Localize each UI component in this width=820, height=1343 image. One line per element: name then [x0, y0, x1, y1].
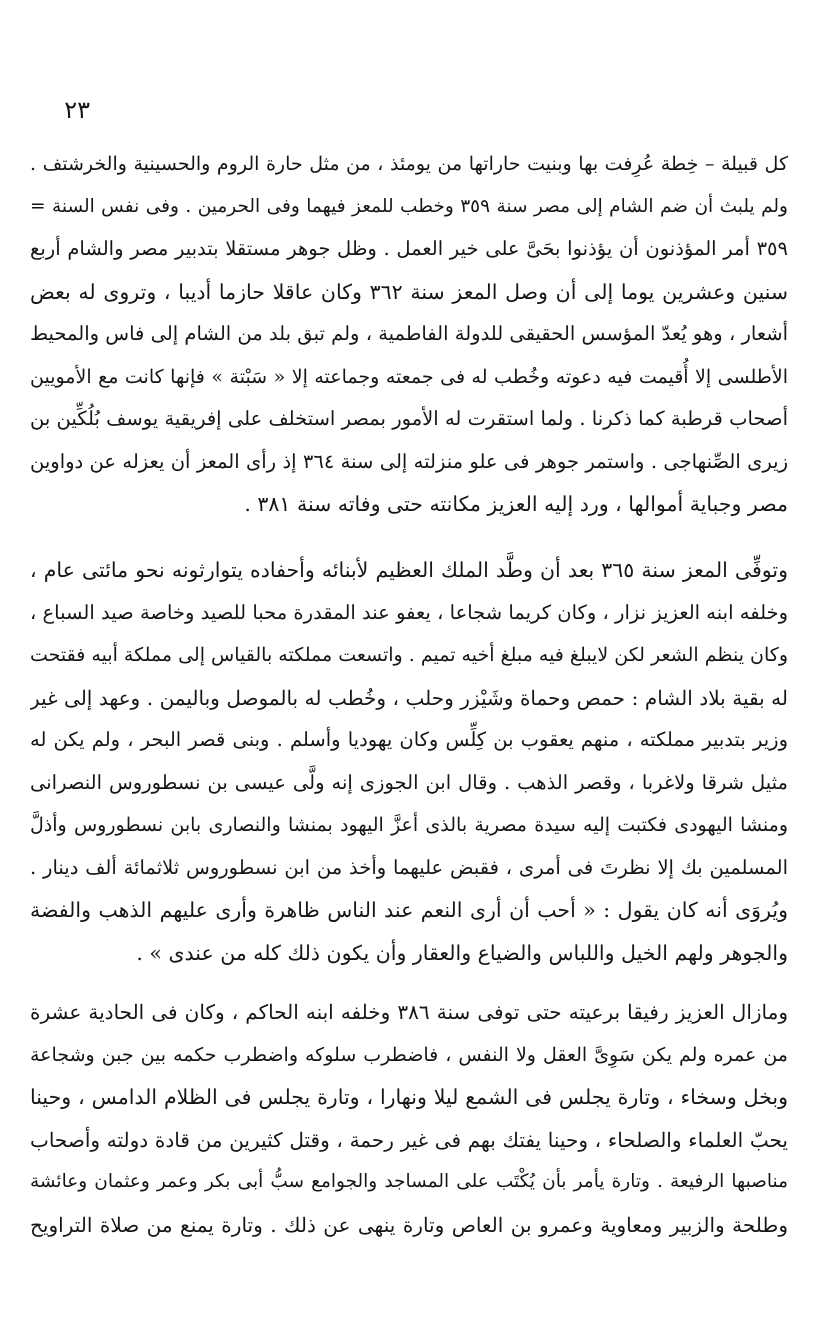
text-line: أشعار ، وهو يُعدّ المؤسس الحقيقى للدولة الفاطمية ، ولم تبق بلد من الشام إلى فاس والمحيط [30, 322, 788, 345]
text-line: ٣٥٩ أمر المؤذنون أن يؤذنوا بحَىَّ على خير العمل . وظل جوهر مستقلا بتدبير مصر والشام أربع [30, 237, 788, 260]
paragraph-3 [30, 991, 788, 1246]
text-line: يحبّ العلماء والصلحاء ، وحينا يفتك بهم فى غير رحمة ، وقتل كثيرين من قادة دولته وأصحاب [30, 1127, 788, 1152]
paragraph-1 [30, 143, 788, 526]
text-line: وخلفه ابنه العزيز نزار ، وكان كريما شجاعا ، يعفو عند المقدرة محبا للصيد وخاصة صيد السباع ، [30, 600, 788, 624]
text-line: مصر وجباية أموالها ، ورد إليه العزيز مكانته حتى وفاته سنة ٣٨١ . [244, 492, 788, 516]
text-line: مثيل شرقا ولاغربا ، وقصر الذهب . وقال ابن الجوزى إنه ولَّى عيسى بن نسطوروس النصرانى [30, 770, 788, 794]
text-line: والجوهر ولهم الخيل واللباس والضياع والعقار وأن يكون ذلك كله من عندى » . [136, 940, 788, 965]
text-line: وطلحة والزبير ومعاوية وعمرو بن العاص وتارة ينهى عن ذلك . وتارة يمنع من صلاة التراويح [30, 1212, 788, 1237]
text-line: من عمره ولم يكن سَوِىَّ العقل ولا النفس ، فاضطرب سلوكه واضطرب حكمه بين جبن وشجاعة [30, 1043, 788, 1066]
text-line: وزير بتدبير مملكته ، منهم يعقوب بن كِلِّس وكان يهوديا وأسلم . وبنى قصر البحر ، ولم يكن له [30, 728, 788, 751]
text-line: وكان ينظم الشعر لكن لايبلغ فيه مبلغ أخيه تميم . واتسعت مملكته بالقياس إلى مملكة أبيه فقتحت [30, 644, 788, 666]
paragraph-2 [30, 549, 788, 974]
text-line: سنين وعشرين يوما إلى أن وصل المعز سنة ٣٦٢ وكان عاقلا حازما أديبا ، وتروى له بعض [30, 279, 788, 304]
text-line: وتوفِّى المعز سنة ٣٦٥ بعد أن وطَّد الملك العظيم لأبنائه وأحفاده يتوارثونه نحو مائتى عام ، [30, 558, 788, 582]
text-line: أصحاب قرطبة كما ذكرنا . ولما استقرت له الأمور بمصر استخلف على إفريقية يوسف بُلُكِّين بن [30, 407, 788, 430]
text-line: المسلمين بك إلا نظرتَ فى أمرى ، فقبض عليهما وأخذ من ابن نسطوروس ثلاثمائة ألف دينار . [30, 855, 788, 879]
text-line: كل قبيلة – خِطة عُرِفت بها وبنيت حاراتها من يومئذ ، من مثل حارة الروم والحسينية والخرشتف . [30, 153, 788, 175]
text-line: مناصبها الرفيعة . وتارة يأمر بأن يُكْتَب على المساجد والجوامع سبُّ أبى بكر وعمر وعثمان وعائشة [30, 1171, 788, 1192]
text-line: ويُروَى أنه كان يقول : « أحب أن أرى النعم عند الناس ظاهرة وأرى عليهم الذهب والفضة [30, 898, 788, 922]
text-line: له بقية بلاد الشام : حمص وحماة وشَيْزر وحلب ، وخُطب له بالموصل وباليمن . وعهد إلى غير [30, 685, 788, 710]
page-number: ٢٣ [64, 96, 90, 124]
text-line: ومازال العزيز رفيقا برعيته حتى توفى سنة ٣٨٦ وخلفه ابنه الحاكم ، وكان فى الحادية عشرة [30, 1000, 788, 1024]
text-line: ومنشا اليهودى فكتبت إليه سيدة مصرية بالذى أعزَّ اليهود بمنشا والنصارى بابن نسطوروس وأذلَّ [30, 814, 788, 836]
text-line: زيرى الصِّنهاجى . واستمر جوهر فى علو منزلته إلى سنة ٣٦٤ إذ رأى المعز أن يعزله عن دواوين [30, 449, 788, 473]
text-line: ولم يلبث أن ضم الشام إلى مصر سنة ٣٥٩ وخطب للمعز فيهما وفى الحرمين . وفى نفس السنة = [30, 195, 788, 217]
text-line: الأطلسى إلا أُقيمت فيه دعوته وخُطب له فى جمعته وجماعته إلا « سَبْتة » فإنها كانت مع الأمويين [30, 365, 788, 388]
text-line: وبخل وسخاء ، وتارة يجلس فى الشمع ليلا ونهارا ، وتارة يجلس فى الظلام الدامس ، وحينا [30, 1085, 788, 1109]
